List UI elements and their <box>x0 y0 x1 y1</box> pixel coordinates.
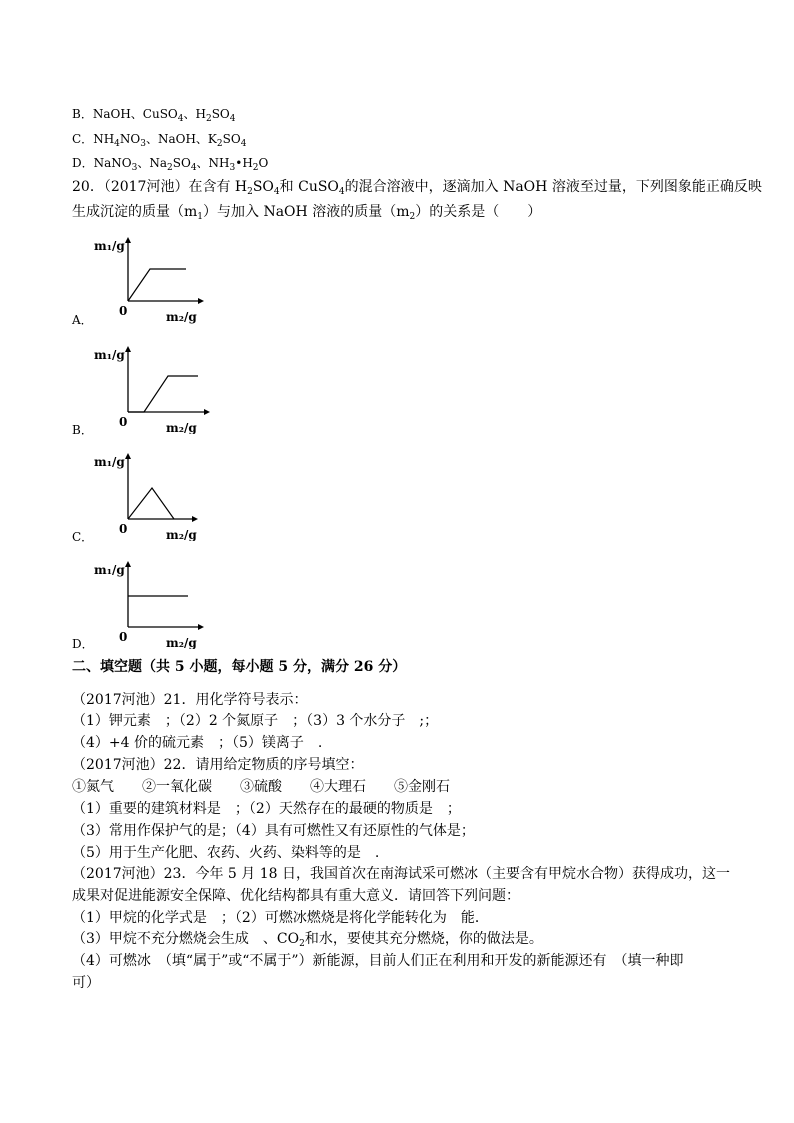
graph-c <box>90 449 210 541</box>
graph-a-label: A． <box>72 313 93 327</box>
graph-d-y-label: m₁/g <box>94 563 125 577</box>
q22-line5: （5）用于生产化肥、农药、火药、染料等的是 . <box>72 845 380 861</box>
graph-b-y-arrow <box>125 346 131 352</box>
graph-d-y-arrow <box>125 561 131 567</box>
graph-b-origin: 0 <box>119 415 128 429</box>
graph-c-y-label: m₁/g <box>94 455 125 469</box>
graph-c-x-arrow <box>192 516 198 522</box>
graph-b-curve <box>128 376 198 412</box>
q21-line2: （1）钾元素 ；（2）2 个氮原子 ；（3）3 个水分子 ;； <box>72 713 439 729</box>
q22-line4: （3）常用作保护气的是；（4）具有可燃性又有还原性的气体是； <box>72 823 475 839</box>
graph-b <box>90 342 210 434</box>
graph-d <box>90 557 210 649</box>
option-c-prev: C．$NH_4NO_3$、NaOH、$K_2SO_4$ <box>72 132 247 149</box>
graph-c-label: C． <box>72 530 94 544</box>
graph-a-x-label: m₂/g <box>166 310 197 324</box>
q23-line3: （1）甲烷的化学式是 ；（2）可燃冰燃烧是将化学能转化为 能． <box>72 910 489 926</box>
q20-stem-line1: 20．（2017河池）在含有 $H_2SO_4$和 CuSO$_4$的混合溶液中，逐滴加入 NaOH 溶液至过量，下列图象能正确反映 <box>72 179 762 197</box>
option-d-prev: D．NaNO$_3$、$Na_2SO_4$、$NH_3•H_2O$ <box>72 156 269 173</box>
graph-a-y-arrow <box>125 237 131 243</box>
section-2-title: 二、填空题（共 5 小题，每小题 5 分，满分 26 分） <box>72 659 407 675</box>
q23-line4: （3）甲烷不充分燃烧会生成 、$CO_2$和水，要使其充分燃烧，你的做法是。 <box>72 931 543 949</box>
graph-d-origin: 0 <box>119 630 128 644</box>
graph-b-label: B． <box>72 423 93 437</box>
q22-line1: （2017河池）22．请用给定物质的序号填空： <box>72 757 364 773</box>
graph-c-y-arrow <box>125 453 131 459</box>
q23-line6: 可） <box>72 975 100 991</box>
graph-d-x-label: m₂/g <box>166 636 197 649</box>
graph-d-label: D． <box>72 637 94 651</box>
graph-a-y-label: m₁/g <box>94 239 125 253</box>
q23-line1: （2017河池）23．今年 5 月 18 日，我国首次在南海试采可燃冰（主要含有甲烷水合物）获得成功，这一 <box>72 866 730 882</box>
q22-line3: （1）重要的建筑材料是 ；（2）天然存在的最硬的物质是 ； <box>72 801 461 817</box>
graph-b-x-label: m₂/g <box>166 421 197 434</box>
graph-b-x-arrow <box>204 409 210 415</box>
graph-a-curve <box>128 269 186 301</box>
graph-d-x-arrow <box>198 624 204 630</box>
graph-c-x-label: m₂/g <box>166 528 197 541</box>
q21-line3: （4）+4 价的硫元素 ；（5）镁离子 . <box>72 735 323 751</box>
option-b-prev: B．NaOH、CuSO$_4$、$H_2SO_4$ <box>72 107 236 124</box>
graph-c-origin: 0 <box>119 522 128 536</box>
graph-a-origin: 0 <box>119 304 128 318</box>
q23-line5: （4）可燃冰 （填“属于”或“不属于”）新能源，目前人们正在利用和开发的新能源还有 （填一种即 <box>72 953 684 969</box>
graph-a <box>90 233 210 325</box>
graph-c-curve <box>128 488 174 519</box>
q21-line1: （2017河池）21．用化学符号表示： <box>72 692 308 708</box>
q20-stem-line2: 生成沉淀的质量$(m_1)$与加入 NaOH 溶液的质量$(m_2)$的关系是（ ） <box>72 204 542 222</box>
graph-b-y-label: m₁/g <box>94 348 125 362</box>
graph-a-x-arrow <box>198 298 204 304</box>
q23-line2: 成果对促进能源安全保障、优化结构都具有重大意义．请回答下列问题： <box>72 888 520 904</box>
q22-line2: ①氮气 ②一氧化碳 ③硫酸 ④大理石 ⑤金刚石 <box>72 779 450 795</box>
